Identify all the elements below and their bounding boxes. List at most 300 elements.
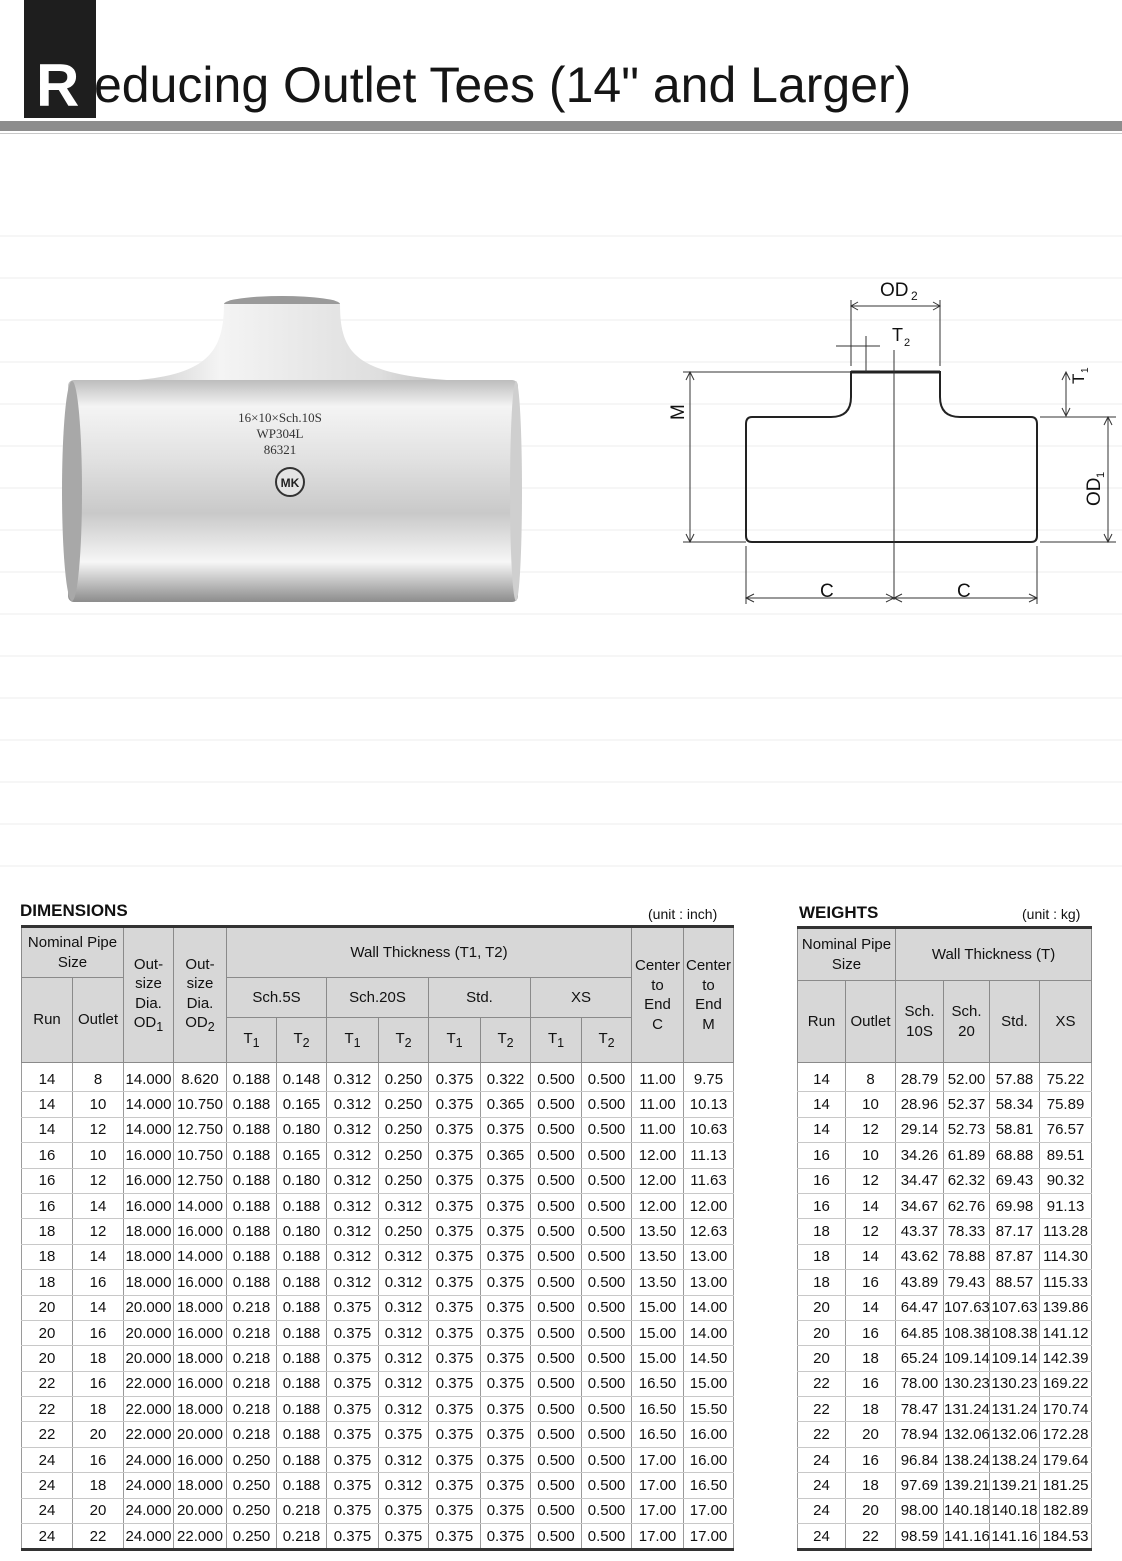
- table-row: [798, 1295, 1092, 1320]
- table-cell: 16: [798, 1193, 846, 1218]
- table-cell: 22.000: [174, 1524, 227, 1550]
- table-cell: 22: [22, 1397, 73, 1422]
- table-cell: 8: [846, 1063, 896, 1092]
- table-cell: 0.365: [481, 1143, 531, 1168]
- table-cell: 0.312: [327, 1117, 379, 1142]
- table-row: [798, 1371, 1092, 1396]
- table-cell: 141.16: [990, 1524, 1040, 1550]
- table-cell: 20: [798, 1320, 846, 1345]
- header-xs-t1: $T_1$: [531, 1018, 582, 1063]
- table-cell: 10: [846, 1092, 896, 1117]
- table-cell: 0.500: [531, 1346, 582, 1371]
- table-cell: 182.89: [1040, 1498, 1092, 1523]
- table-cell: 16.000: [174, 1447, 227, 1472]
- table-cell: 0.312: [327, 1092, 379, 1117]
- table-cell: 9.75: [684, 1063, 734, 1092]
- table-cell: 0.375: [327, 1422, 379, 1447]
- table-cell: 28.79: [896, 1063, 944, 1092]
- label-m: M: [668, 404, 689, 420]
- table-cell: 0.500: [531, 1092, 582, 1117]
- weights-table-body: [798, 1063, 1092, 1550]
- table-cell: 13.50: [632, 1270, 684, 1295]
- table-cell: 12: [846, 1168, 896, 1193]
- table-cell: 0.375: [429, 1397, 481, 1422]
- table-cell: 0.500: [582, 1397, 632, 1422]
- table-cell: 0.312: [327, 1219, 379, 1244]
- table-row: [798, 1320, 1092, 1345]
- table-row: [798, 1193, 1092, 1218]
- table-cell: 0.312: [379, 1447, 429, 1472]
- table-cell: 16: [798, 1168, 846, 1193]
- table-cell: 11.00: [632, 1092, 684, 1117]
- table-cell: 16: [73, 1270, 124, 1295]
- table-cell: 43.37: [896, 1219, 944, 1244]
- table-row: [798, 1473, 1092, 1498]
- table-cell: 20.000: [174, 1422, 227, 1447]
- table-cell: 0.500: [582, 1168, 632, 1193]
- table-cell: 28.96: [896, 1092, 944, 1117]
- table-cell: 0.218: [227, 1422, 277, 1447]
- table-cell: 0.375: [429, 1473, 481, 1498]
- table-cell: 24: [798, 1524, 846, 1550]
- table-cell: 114.30: [1040, 1244, 1092, 1269]
- title-rule: [0, 121, 1122, 131]
- table-cell: 109.14: [944, 1346, 990, 1371]
- table-row: [798, 1063, 1092, 1092]
- table-cell: 132.06: [944, 1422, 990, 1447]
- table-cell: 16.50: [632, 1422, 684, 1447]
- table-cell: 18.000: [124, 1244, 174, 1269]
- weights-header-sch10s: Sch. 10S: [896, 981, 944, 1063]
- table-row: [798, 1092, 1092, 1117]
- header-nominal-pipe-size: Nominal Pipe Size: [22, 927, 124, 978]
- table-cell: 0.375: [481, 1524, 531, 1550]
- table-cell: 0.500: [582, 1498, 632, 1523]
- table-row: [798, 1447, 1092, 1472]
- table-cell: 0.250: [227, 1447, 277, 1472]
- table-cell: 0.375: [429, 1117, 481, 1142]
- table-cell: 0.375: [429, 1168, 481, 1193]
- table-cell: 0.365: [481, 1092, 531, 1117]
- table-cell: 16.000: [124, 1193, 174, 1218]
- dimensions-unit: (unit : inch): [648, 906, 718, 922]
- table-cell: 16: [22, 1168, 73, 1193]
- table-cell: 169.22: [1040, 1371, 1092, 1396]
- table-cell: 20: [798, 1295, 846, 1320]
- table-cell: 0.500: [582, 1295, 632, 1320]
- table-cell: 0.188: [227, 1063, 277, 1092]
- table-cell: 0.375: [327, 1346, 379, 1371]
- table-cell: 18: [73, 1397, 124, 1422]
- table-cell: 24: [22, 1524, 73, 1550]
- table-cell: 0.312: [327, 1168, 379, 1193]
- table-cell: 0.375: [429, 1092, 481, 1117]
- table-cell: 0.500: [582, 1473, 632, 1498]
- table-cell: 10: [73, 1143, 124, 1168]
- table-cell: 0.500: [531, 1063, 582, 1092]
- table-cell: 0.500: [582, 1193, 632, 1218]
- table-cell: 0.375: [481, 1270, 531, 1295]
- table-cell: 12: [73, 1117, 124, 1142]
- table-cell: 18.000: [174, 1295, 227, 1320]
- table-cell: 24: [798, 1447, 846, 1472]
- header-sch20s: Sch.20S: [327, 978, 429, 1018]
- weights-header-outlet: Outlet: [846, 981, 896, 1063]
- table-cell: 0.375: [481, 1168, 531, 1193]
- table-cell: 13.00: [684, 1244, 734, 1269]
- table-cell: 98.59: [896, 1524, 944, 1550]
- table-row: [798, 1117, 1092, 1142]
- table-cell: 22: [73, 1524, 124, 1550]
- table-cell: 18.000: [124, 1219, 174, 1244]
- table-cell: 18.000: [174, 1346, 227, 1371]
- table-cell: 0.375: [481, 1193, 531, 1218]
- table-cell: 14: [846, 1193, 896, 1218]
- table-cell: 20.000: [174, 1498, 227, 1523]
- table-cell: 0.375: [481, 1473, 531, 1498]
- photo-marking-line-3: 86321: [263, 442, 297, 457]
- header-wall-thickness: Wall Thickness (T1, T2): [227, 927, 632, 978]
- table-cell: 17.00: [684, 1498, 734, 1523]
- table-cell: 0.218: [227, 1346, 277, 1371]
- table-cell: 58.34: [990, 1092, 1040, 1117]
- header-center-to-end-c: Center to End C: [632, 927, 684, 1063]
- table-cell: 0.375: [429, 1063, 481, 1092]
- table-cell: 0.375: [327, 1524, 379, 1550]
- table-row: [22, 1524, 734, 1550]
- table-cell: 0.375: [429, 1371, 481, 1396]
- table-cell: 18: [73, 1473, 124, 1498]
- table-cell: 0.375: [481, 1244, 531, 1269]
- weights-title: WEIGHTS: [799, 903, 879, 922]
- table-cell: 12.63: [684, 1219, 734, 1244]
- table-cell: 130.23: [944, 1371, 990, 1396]
- table-cell: 0.188: [277, 1397, 327, 1422]
- table-cell: 18.000: [174, 1397, 227, 1422]
- weights-header-sch20: Sch. 20: [944, 981, 990, 1063]
- table-cell: 0.500: [531, 1270, 582, 1295]
- table-cell: 172.28: [1040, 1422, 1092, 1447]
- table-cell: 109.14: [990, 1346, 1040, 1371]
- table-row: [22, 1063, 734, 1092]
- table-cell: 43.62: [896, 1244, 944, 1269]
- table-cell: 16.00: [684, 1447, 734, 1472]
- table-cell: 76.57: [1040, 1117, 1092, 1142]
- table-row: [22, 1371, 734, 1396]
- table-cell: 0.500: [582, 1092, 632, 1117]
- table-cell: 10: [73, 1092, 124, 1117]
- table-cell: 0.375: [429, 1193, 481, 1218]
- table-cell: 0.188: [227, 1092, 277, 1117]
- table-cell: 20.000: [124, 1295, 174, 1320]
- table-cell: 0.375: [327, 1320, 379, 1345]
- table-cell: 14: [22, 1092, 73, 1117]
- table-cell: 0.188: [277, 1371, 327, 1396]
- table-cell: 16: [73, 1447, 124, 1472]
- table-cell: 0.188: [227, 1168, 277, 1193]
- label-t2: T: [892, 325, 903, 345]
- header-std-t1: $T_1$: [429, 1018, 481, 1063]
- table-cell: 79.43: [944, 1270, 990, 1295]
- table-cell: 12: [846, 1117, 896, 1142]
- table-cell: 142.39: [1040, 1346, 1092, 1371]
- table-cell: 0.250: [379, 1092, 429, 1117]
- table-cell: 11.00: [632, 1063, 684, 1092]
- table-cell: 10.13: [684, 1092, 734, 1117]
- table-cell: 11.00: [632, 1117, 684, 1142]
- table-cell: 0.218: [277, 1498, 327, 1523]
- label-od1: OD: [1084, 477, 1105, 506]
- table-cell: 0.375: [481, 1346, 531, 1371]
- table-cell: 181.25: [1040, 1473, 1092, 1498]
- header-sch5s: Sch.5S: [227, 978, 327, 1018]
- table-cell: 24.000: [124, 1524, 174, 1550]
- table-cell: 62.76: [944, 1193, 990, 1218]
- label-c-right: C: [957, 581, 971, 602]
- table-cell: 13.50: [632, 1244, 684, 1269]
- table-cell: 16: [22, 1193, 73, 1218]
- table-cell: 0.500: [531, 1524, 582, 1550]
- table-cell: 0.500: [582, 1524, 632, 1550]
- manufacturer-logo-text: MK: [280, 476, 300, 490]
- table-cell: 0.188: [277, 1422, 327, 1447]
- table-cell: 0.312: [379, 1397, 429, 1422]
- table-cell: 0.500: [582, 1346, 632, 1371]
- table-cell: 0.500: [531, 1422, 582, 1447]
- table-cell: 64.47: [896, 1295, 944, 1320]
- header-xs: XS: [531, 978, 632, 1018]
- table-cell: 16.50: [632, 1397, 684, 1422]
- table-cell: 139.21: [944, 1473, 990, 1498]
- table-cell: 12.00: [632, 1143, 684, 1168]
- table-cell: 0.500: [582, 1320, 632, 1345]
- table-row: [798, 1244, 1092, 1269]
- table-cell: 14: [22, 1063, 73, 1092]
- header-od2: Out- size Dia. $OD_2$: [174, 927, 227, 1063]
- table-cell: 0.375: [481, 1371, 531, 1396]
- table-cell: 22.000: [124, 1422, 174, 1447]
- table-cell: 184.53: [1040, 1524, 1092, 1550]
- table-cell: 16: [73, 1371, 124, 1396]
- table-cell: 0.375: [379, 1524, 429, 1550]
- table-cell: 107.63: [990, 1295, 1040, 1320]
- table-cell: 0.312: [379, 1270, 429, 1295]
- table-cell: 14.50: [684, 1346, 734, 1371]
- table-row: [798, 1498, 1092, 1523]
- title-drop-cap-block: [24, 0, 96, 118]
- table-cell: 69.98: [990, 1193, 1040, 1218]
- table-cell: 0.312: [379, 1473, 429, 1498]
- table-cell: 0.375: [481, 1320, 531, 1345]
- table-cell: 0.312: [327, 1270, 379, 1295]
- table-cell: 0.218: [227, 1397, 277, 1422]
- photo-marking-line-1: 16×10×Sch.10S: [238, 410, 322, 425]
- table-cell: 88.57: [990, 1270, 1040, 1295]
- table-cell: 20: [846, 1422, 896, 1447]
- table-cell: 0.375: [481, 1219, 531, 1244]
- table-cell: 18: [846, 1397, 896, 1422]
- table-cell: 0.188: [227, 1143, 277, 1168]
- header-std: Std.: [429, 978, 531, 1018]
- table-row: [798, 1168, 1092, 1193]
- table-cell: 24.000: [124, 1473, 174, 1498]
- table-cell: 69.43: [990, 1168, 1040, 1193]
- table-cell: 14.000: [174, 1244, 227, 1269]
- table-cell: 0.500: [531, 1168, 582, 1193]
- table-cell: 0.375: [429, 1447, 481, 1472]
- table-cell: 11.13: [684, 1143, 734, 1168]
- table-cell: 0.188: [227, 1193, 277, 1218]
- table-cell: 75.22: [1040, 1063, 1092, 1092]
- table-cell: 91.13: [1040, 1193, 1092, 1218]
- table-cell: 52.00: [944, 1063, 990, 1092]
- table-cell: 18: [73, 1346, 124, 1371]
- table-cell: 16: [846, 1447, 896, 1472]
- table-cell: 131.24: [990, 1397, 1040, 1422]
- table-cell: 0.375: [429, 1524, 481, 1550]
- table-cell: 0.188: [277, 1193, 327, 1218]
- table-cell: 141.12: [1040, 1320, 1092, 1345]
- table-cell: 0.375: [429, 1422, 481, 1447]
- table-cell: 8: [73, 1063, 124, 1092]
- table-cell: 0.500: [582, 1063, 632, 1092]
- table-cell: 0.218: [227, 1320, 277, 1345]
- table-cell: 18: [798, 1219, 846, 1244]
- table-cell: 0.188: [277, 1295, 327, 1320]
- table-cell: 22: [798, 1371, 846, 1396]
- table-cell: 14.000: [124, 1117, 174, 1142]
- table-cell: 16.000: [174, 1371, 227, 1396]
- table-cell: 29.14: [896, 1117, 944, 1142]
- table-cell: 10.750: [174, 1143, 227, 1168]
- table-cell: 0.375: [481, 1295, 531, 1320]
- table-cell: 0.375: [481, 1498, 531, 1523]
- table-cell: 20.000: [124, 1346, 174, 1371]
- table-cell: 179.64: [1040, 1447, 1092, 1472]
- table-row: [22, 1117, 734, 1142]
- table-cell: 0.312: [379, 1320, 429, 1345]
- table-cell: 0.312: [379, 1193, 429, 1218]
- table-cell: 14: [73, 1295, 124, 1320]
- table-cell: 139.86: [1040, 1295, 1092, 1320]
- table-cell: 0.250: [379, 1143, 429, 1168]
- table-cell: 52.37: [944, 1092, 990, 1117]
- table-cell: 34.47: [896, 1168, 944, 1193]
- table-cell: 12: [846, 1219, 896, 1244]
- weights-header-wall-thickness: Wall Thickness (T): [896, 928, 1092, 981]
- table-cell: 0.312: [379, 1346, 429, 1371]
- table-cell: 15.50: [684, 1397, 734, 1422]
- table-cell: 52.73: [944, 1117, 990, 1142]
- table-cell: 132.06: [990, 1422, 1040, 1447]
- table-cell: 0.250: [227, 1473, 277, 1498]
- table-cell: 10.63: [684, 1117, 734, 1142]
- table-cell: 10: [846, 1143, 896, 1168]
- table-cell: 0.165: [277, 1092, 327, 1117]
- table-cell: 0.500: [531, 1295, 582, 1320]
- table-cell: 115.33: [1040, 1270, 1092, 1295]
- table-cell: 24: [22, 1498, 73, 1523]
- table-row: [798, 1270, 1092, 1295]
- table-cell: 0.312: [327, 1063, 379, 1092]
- table-cell: 0.375: [327, 1397, 379, 1422]
- table-cell: 0.312: [379, 1244, 429, 1269]
- table-cell: 22: [798, 1397, 846, 1422]
- table-cell: 78.94: [896, 1422, 944, 1447]
- table-cell: 113.28: [1040, 1219, 1092, 1244]
- table-cell: 12.750: [174, 1117, 227, 1142]
- table-cell: 78.47: [896, 1397, 944, 1422]
- table-cell: 0.312: [327, 1193, 379, 1218]
- table-cell: 0.500: [531, 1447, 582, 1472]
- table-row: [22, 1397, 734, 1422]
- table-cell: 20: [73, 1498, 124, 1523]
- label-od1-sub: 1: [1095, 471, 1107, 478]
- table-cell: 89.51: [1040, 1143, 1092, 1168]
- table-row: [22, 1143, 734, 1168]
- table-cell: 0.375: [379, 1498, 429, 1523]
- table-cell: 18: [846, 1346, 896, 1371]
- header-sch20s-t1: $T_1$: [327, 1018, 379, 1063]
- table-cell: 16.00: [684, 1422, 734, 1447]
- table-row: [798, 1219, 1092, 1244]
- table-cell: 0.165: [277, 1143, 327, 1168]
- table-cell: 34.26: [896, 1143, 944, 1168]
- table-row: [22, 1193, 734, 1218]
- table-cell: 15.00: [684, 1371, 734, 1396]
- table-cell: 16.000: [124, 1168, 174, 1193]
- table-row: [22, 1498, 734, 1523]
- table-cell: 0.375: [429, 1244, 481, 1269]
- table-cell: 0.500: [582, 1371, 632, 1396]
- header-outlet: Outlet: [73, 978, 124, 1063]
- table-cell: 34.67: [896, 1193, 944, 1218]
- table-cell: 13.50: [632, 1219, 684, 1244]
- table-row: [798, 1346, 1092, 1371]
- table-cell: 0.188: [277, 1270, 327, 1295]
- table-cell: 0.250: [379, 1219, 429, 1244]
- label-od2-sub: 2: [911, 289, 918, 303]
- table-cell: 12.750: [174, 1168, 227, 1193]
- header-center-to-end-m: Center to End M: [684, 927, 734, 1063]
- table-cell: 24: [798, 1473, 846, 1498]
- table-cell: 0.500: [582, 1270, 632, 1295]
- table-cell: 24: [22, 1473, 73, 1498]
- table-cell: 0.188: [277, 1447, 327, 1472]
- table-cell: 90.32: [1040, 1168, 1092, 1193]
- table-cell: 0.375: [429, 1498, 481, 1523]
- table-cell: 108.38: [990, 1320, 1040, 1345]
- table-cell: 0.312: [379, 1295, 429, 1320]
- header-std-t2: $T_2$: [481, 1018, 531, 1063]
- table-cell: 0.375: [379, 1422, 429, 1447]
- table-cell: 0.500: [531, 1117, 582, 1142]
- dimensions-table-body: [22, 1063, 734, 1550]
- table-cell: 15.00: [632, 1320, 684, 1345]
- table-cell: 22: [846, 1524, 896, 1550]
- table-cell: 20.000: [124, 1320, 174, 1345]
- title-drop-cap: R: [36, 52, 80, 119]
- table-cell: 20: [846, 1498, 896, 1523]
- header-od1: Out- size Dia. $OD_1$: [124, 927, 174, 1063]
- table-cell: 20: [22, 1346, 73, 1371]
- dimensions-title: DIMENSIONS: [20, 901, 128, 920]
- table-cell: 17.00: [632, 1473, 684, 1498]
- table-cell: 0.188: [227, 1244, 277, 1269]
- table-cell: 16: [798, 1143, 846, 1168]
- table-cell: 18: [22, 1244, 73, 1269]
- table-cell: 18: [22, 1270, 73, 1295]
